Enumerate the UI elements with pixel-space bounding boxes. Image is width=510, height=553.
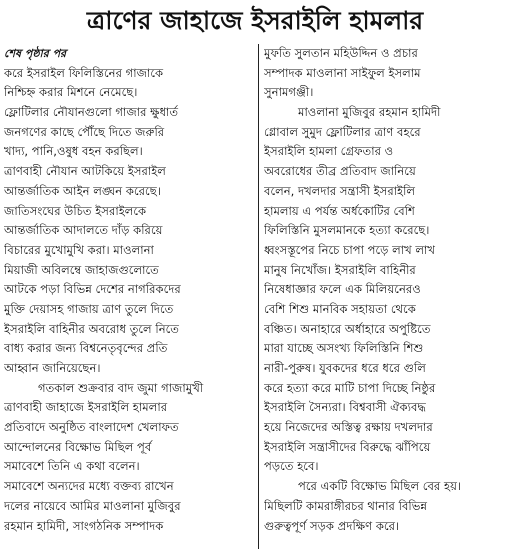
text-line: সমাবেশে তিনি এ কথা বলেন। (4, 459, 140, 474)
text-line: অবরোধের তীব্র প্রতিবাদ জানিয়ে (264, 164, 416, 179)
text-line: আহ্বান জানিয়েছেন। (4, 361, 101, 375)
text-line: সমাবেশে অন্যদের মধ্যে বক্তব্য রাখেন (4, 479, 174, 494)
text-line: গতকাল শুক্রবার বাদ জুমা গাজামুখী (38, 380, 204, 395)
text-line: ইসরাইলি বাহিনীর অবরোধ তুলে নিতে (4, 321, 179, 336)
text-line: সুনামগঞ্জী। (264, 85, 314, 100)
text-line: হামলায় এ পর্যন্ত অর্ধকোটির বেশি (264, 203, 415, 218)
text-line: প্রতিবাদে অনুষ্ঠিত বাংলাদেশ খেলাফত (4, 420, 179, 435)
text-line: জনগণের কাছে পৌঁছে দিতে জরুরি (4, 124, 165, 139)
text-line: আন্দোলনের বিক্ষোভ মিছিল পূর্ব (4, 439, 152, 454)
text-line: ইসরাইলি হামলা গ্রেফতার ও (264, 144, 394, 159)
text-line: করে হত্যা করে মাটি চাপা দিচ্ছে নিষ্ঠুর (264, 380, 436, 395)
text-line: আন্তর্জাতিক আইন লঙ্ঘন করেছে। (4, 183, 161, 198)
text-line: ফ্লোটিলার নৌযানগুলো গাজার ক্ষুধার্ত (4, 105, 179, 120)
text-line: গুরুত্বপূর্ণ সড়ক প্রদক্ষিণ করে। (264, 518, 400, 533)
text-line: বিচারের মুখোমুখি করা। মাওলানা (4, 242, 154, 257)
text-line: দলের নায়েবে আমির মাওলানা মুজিবুর (4, 498, 181, 513)
text-line: ইসরাইলি সন্ত্রাসীদের বিরুদ্ধে ঝাঁপিয়ে (264, 439, 431, 454)
article-column-left (4, 44, 254, 549)
text-line: মুক্তি দেয়াসহ গাজায় ত্রাণ তুলে দিতে (4, 301, 174, 316)
continued-kicker: শেষ পৃষ্ঠার পর (4, 47, 67, 60)
text-line: আটকে পড়া বিভিন্ন দেশের নাগরিকদের (4, 282, 181, 297)
text-line: মিয়াজী অবিলম্বে জাহাজগুলোতে (4, 262, 159, 277)
text-line: নারী-পুরুষ। যুবকদের ধরে ধরে গুলি (264, 361, 426, 375)
text-line: মারা যাচ্ছে অসংখ্য ফিলিস্তিনি শিশু (264, 341, 424, 356)
article-column-right (264, 44, 506, 549)
text-line: ফিলিস্তিনি মুসলমানকে হত্যা করেছে। (264, 223, 430, 238)
text-line: মিছিলটি কামরাঙ্গীরচর থানার বিভিন্ন (264, 498, 427, 513)
text-line: আন্তর্জাতিক আদালতে দাঁড় করিয়ে (4, 223, 163, 238)
text-line: মানুষ নিখোঁজ। ইসরাইলি বাহিনীর (264, 262, 416, 277)
text-line: পড়তে হবে। (264, 459, 319, 474)
text-line: নিষেধাজ্ঞার ফলে এক মিলিয়নেরও (264, 282, 421, 297)
text-line: বাধ্য করার জন্য বিশ্বনেতৃবৃন্দের প্রতি (4, 341, 168, 356)
text-line: সম্পাদক মাওলানা সাইফুল ইসলাম (264, 65, 421, 80)
text-line: পরে একটি বিক্ষোভ মিছিল বের হয়। (298, 479, 462, 494)
text-line: গ্লোবাল সুমুদ ফ্লোটিলার ত্রাণ বহরে (264, 124, 421, 139)
text-line: বেশি শিশু মানবিক সহায়তা থেকে (264, 301, 416, 316)
text-line: খাদ্য, পানি,ওষুধ বহন করছিল। (4, 144, 143, 159)
text-line: বলেন, দখলদার সন্ত্রাসী ইসরাইলি (264, 183, 416, 198)
text-line: করে ইসরাইল ফিলিস্তিনের গাজাকে (4, 65, 164, 80)
text-line: রহমান হামিদী, সাংগঠনিক সম্পাদক (4, 518, 164, 533)
text-line: বঞ্চিত। অনাহারে অর্ধাহারে অপুষ্টিতে (264, 321, 431, 336)
text-line: ধ্বংসস্তূপের নিচে চাপা পড়ে লাখ লাখ (264, 242, 436, 257)
text-line: মুফতি সুলতান মহিউদ্দিন ও প্রচার (264, 46, 418, 60)
text-line: ত্রাণবাহী জাহাজে ইসরাইলি হামলার (4, 400, 168, 415)
text-line: ত্রাণবাহী নৌযান আটকিয়ে ইসরাইল (4, 164, 166, 179)
headline: ত্রাণের জাহাজে ইসরাইলি হামলার (86, 6, 424, 35)
text-line: মাওলানা মুজিবুর রহমান হামিদী (298, 105, 441, 120)
text-line: জাতিসংঘের উচিত ইসরাইলকে (4, 203, 147, 218)
text-line: ইসরাইলি সৈন্যরা। বিশ্ববাসী ঐক্যবদ্ধ (264, 400, 426, 415)
column-divider (258, 44, 259, 549)
text-line: হয়ে নিজেদের অস্তিত্ব রক্ষায় দখলদার (264, 420, 433, 435)
text-line: নিশ্চিহ্ন করার মিশনে নেমেছে। (4, 85, 138, 100)
